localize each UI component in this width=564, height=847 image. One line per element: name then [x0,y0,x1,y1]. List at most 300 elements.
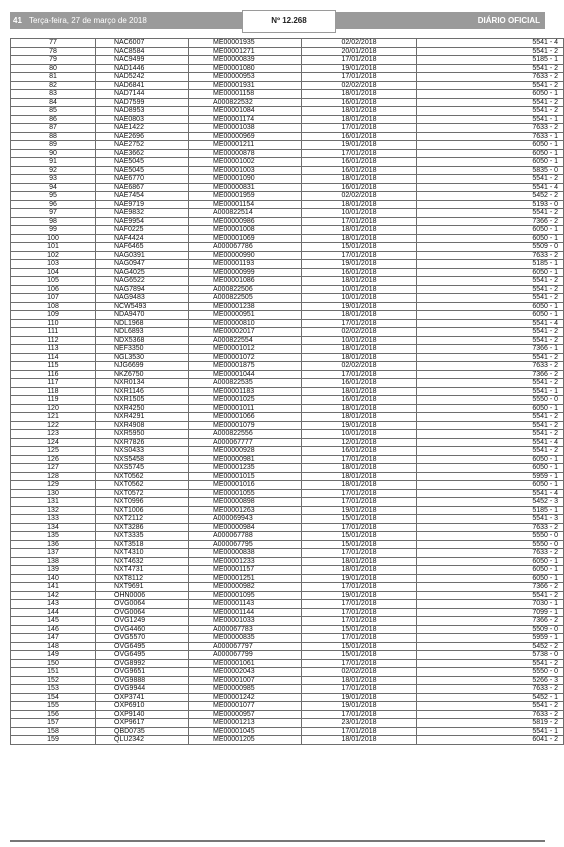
plate-cell: NAE6770 [96,175,189,184]
date-cell: 16/01/2018 [302,379,417,388]
row-number-cell: 105 [11,277,96,286]
table-row [11,124,564,133]
code-cell: 5550 - 0 [417,396,564,405]
row-number-cell: 121 [11,413,96,422]
code-cell: 5541 - 1 [417,387,564,396]
plate-cell: OVG8992 [96,659,189,668]
table-row [11,132,564,141]
table-row [11,64,564,73]
row-number-cell: 118 [11,387,96,396]
record-id-cell: ME00001959 [189,192,302,201]
code-cell: 5452 - 1 [417,693,564,702]
date-cell: 02/02/2018 [302,328,417,337]
plate-cell: NAC9499 [96,56,189,65]
plate-cell: NAD5242 [96,73,189,82]
code-cell: 7633 - 1 [417,132,564,141]
table-row [11,370,564,379]
plate-cell: OVG9651 [96,668,189,677]
row-number-cell: 83 [11,90,96,99]
record-id-cell: ME00000928 [189,447,302,456]
record-id-cell: ME00001012 [189,345,302,354]
code-cell: 5541 - 2 [417,64,564,73]
plate-cell: OVG1249 [96,617,189,626]
record-id-cell: ME00000999 [189,268,302,277]
plate-cell: QLU2342 [96,736,189,745]
row-number-cell: 159 [11,736,96,745]
date-cell: 16/01/2018 [302,268,417,277]
code-cell: 5541 - 2 [417,379,564,388]
date-cell: 17/01/2018 [302,149,417,158]
code-cell: 7633 - 2 [417,251,564,260]
row-number-cell: 158 [11,727,96,736]
table-row [11,107,564,116]
table-row [11,158,564,167]
plate-cell: NAD8953 [96,107,189,116]
table-row [11,506,564,515]
code-cell: 5541 - 2 [417,430,564,439]
record-id-cell: ME00001095 [189,591,302,600]
record-id-cell: ME00001011 [189,404,302,413]
record-id-cell: A000067797 [189,642,302,651]
date-cell: 10/01/2018 [302,209,417,218]
date-cell: 18/01/2018 [302,107,417,116]
record-id-cell: ME00001183 [189,387,302,396]
table-row [11,47,564,56]
record-id-cell: ME00001235 [189,464,302,473]
date-cell: 19/01/2018 [302,141,417,150]
table-row [11,447,564,456]
row-number-cell: 117 [11,379,96,388]
records-table [10,38,564,745]
row-number-cell: 102 [11,251,96,260]
date-cell: 18/01/2018 [302,353,417,362]
issue-tab [242,10,336,33]
table-row [11,311,564,320]
row-number-cell: 116 [11,370,96,379]
row-number-cell: 146 [11,625,96,634]
date-cell: 10/01/2018 [302,430,417,439]
date-cell: 19/01/2018 [302,421,417,430]
date-cell: 16/01/2018 [302,183,417,192]
record-id-cell: ME00001002 [189,158,302,167]
table-row [11,557,564,566]
record-id-cell: ME00001080 [189,64,302,73]
record-id-cell: A000067799 [189,651,302,660]
record-id-cell: A000067786 [189,243,302,252]
date-cell: 17/01/2018 [302,498,417,507]
table-row [11,217,564,226]
record-id-cell: ME00002043 [189,668,302,677]
plate-cell: OVG0064 [96,600,189,609]
code-cell: 5185 - 1 [417,56,564,65]
table-row [11,702,564,711]
plate-cell: OVG6495 [96,651,189,660]
record-id-cell: A000067795 [189,540,302,549]
table-row [11,149,564,158]
row-number-cell: 99 [11,226,96,235]
plate-cell: NXT9691 [96,583,189,592]
code-cell: 5541 - 2 [417,336,564,345]
table-row [11,617,564,626]
code-cell: 7633 - 2 [417,73,564,82]
record-id-cell: ME00001015 [189,472,302,481]
row-number-cell: 127 [11,464,96,473]
record-id-cell: ME00000985 [189,685,302,694]
table-row [11,353,564,362]
row-number-cell: 143 [11,600,96,609]
table-row [11,574,564,583]
row-number-cell: 115 [11,362,96,371]
row-number-cell: 90 [11,149,96,158]
code-cell: 7366 - 2 [417,370,564,379]
plate-cell: NJG6699 [96,362,189,371]
code-cell: 7633 - 2 [417,685,564,694]
plate-cell: NXS0433 [96,447,189,456]
record-id-cell: ME00001251 [189,574,302,583]
record-id-cell: ME00001875 [189,362,302,371]
date-cell: 17/01/2018 [302,217,417,226]
code-cell: 5550 - 0 [417,668,564,677]
date-cell: 18/01/2018 [302,277,417,286]
record-id-cell: ME00001084 [189,107,302,116]
plate-cell: NXR0134 [96,379,189,388]
date-cell: 16/01/2018 [302,166,417,175]
record-id-cell: A000822506 [189,285,302,294]
plate-cell: NXT3286 [96,523,189,532]
code-cell: 6050 - 1 [417,557,564,566]
code-cell: 7366 - 2 [417,583,564,592]
row-number-cell: 85 [11,107,96,116]
code-cell: 6050 - 1 [417,574,564,583]
record-id-cell: ME00001263 [189,506,302,515]
row-number-cell: 129 [11,481,96,490]
row-number-cell: 141 [11,583,96,592]
code-cell: 5452 - 3 [417,498,564,507]
date-cell: 18/01/2018 [302,234,417,243]
date-cell: 02/02/2018 [302,39,417,48]
table-row [11,141,564,150]
code-cell: 5193 - 0 [417,200,564,209]
date-cell: 18/01/2018 [302,676,417,685]
plate-cell: NAC6007 [96,39,189,48]
row-number-cell: 131 [11,498,96,507]
date-cell: 19/01/2018 [302,260,417,269]
record-id-cell: ME00000878 [189,149,302,158]
record-id-cell: ME00001007 [189,676,302,685]
code-cell: 7099 - 1 [417,608,564,617]
row-number-cell: 95 [11,192,96,201]
code-cell: 5541 - 4 [417,39,564,48]
plate-cell: OVG4460 [96,625,189,634]
row-number-cell: 106 [11,285,96,294]
plate-cell: NAE2696 [96,132,189,141]
code-cell: 5550 - 0 [417,540,564,549]
table-row [11,226,564,235]
code-cell: 5541 - 2 [417,421,564,430]
code-cell: 5541 - 3 [417,515,564,524]
record-id-cell: ME00000986 [189,217,302,226]
row-number-cell: 104 [11,268,96,277]
record-id-cell: ME00001154 [189,200,302,209]
table-row [11,523,564,532]
plate-cell: NAE9832 [96,209,189,218]
table-row [11,489,564,498]
row-number-cell: 92 [11,166,96,175]
row-number-cell: 142 [11,591,96,600]
record-id-cell: ME00001086 [189,277,302,286]
plate-cell: NXR5950 [96,430,189,439]
plate-cell: NAE9954 [96,217,189,226]
record-id-cell: A000067777 [189,438,302,447]
table-row [11,430,564,439]
row-number-cell: 124 [11,438,96,447]
record-id-cell: ME00001213 [189,719,302,728]
plate-cell: OVG9888 [96,676,189,685]
table-row [11,532,564,541]
date-cell: 16/01/2018 [302,447,417,456]
date-cell: 19/01/2018 [302,693,417,702]
table-row [11,481,564,490]
plate-cell: OXP9140 [96,710,189,719]
row-number-cell: 151 [11,668,96,677]
code-cell: 5541 - 2 [417,353,564,362]
plate-cell: OHN0006 [96,591,189,600]
plate-cell: NAF0225 [96,226,189,235]
date-cell: 19/01/2018 [302,302,417,311]
date-cell: 19/01/2018 [302,591,417,600]
code-cell: 5819 - 2 [417,719,564,728]
record-id-cell: ME00001144 [189,608,302,617]
table-row [11,81,564,90]
date-cell: 19/01/2018 [302,64,417,73]
table-row [11,515,564,524]
table-row [11,693,564,702]
date-cell: 10/01/2018 [302,336,417,345]
record-id-cell: ME00001003 [189,166,302,175]
row-number-cell: 155 [11,702,96,711]
record-id-cell: ME00001157 [189,566,302,575]
plate-cell: NAE9719 [96,200,189,209]
code-cell: 5959 - 1 [417,472,564,481]
record-id-cell: ME00001158 [189,90,302,99]
table-row [11,294,564,303]
plate-cell: NKZ6750 [96,370,189,379]
date-cell: 18/01/2018 [302,464,417,473]
record-id-cell: ME00001033 [189,617,302,626]
record-id-cell: ME00000984 [189,523,302,532]
plate-cell: NDA9470 [96,311,189,320]
date-cell: 02/02/2018 [302,192,417,201]
table-row [11,175,564,184]
code-cell: 6050 - 1 [417,455,564,464]
table-row [11,319,564,328]
date-cell: 18/01/2018 [302,387,417,396]
date-cell: 15/01/2018 [302,540,417,549]
code-cell: 7366 - 2 [417,617,564,626]
date-cell: 02/02/2018 [302,668,417,677]
row-number-cell: 147 [11,634,96,643]
code-cell: 7366 - 1 [417,345,564,354]
plate-cell: NXT4310 [96,549,189,558]
record-id-cell: A000822535 [189,379,302,388]
code-cell: 5541 - 2 [417,107,564,116]
code-cell: 6050 - 1 [417,268,564,277]
plate-cell: OVG9944 [96,685,189,694]
table-row [11,472,564,481]
plate-cell: NAE5045 [96,166,189,175]
page-number: 41 [13,16,22,25]
date-cell: 19/01/2018 [302,574,417,583]
record-id-cell: A000067783 [189,625,302,634]
table-row [11,625,564,634]
plate-cell: NAE1422 [96,124,189,133]
date-cell: 18/01/2018 [302,311,417,320]
date-cell: 17/01/2018 [302,659,417,668]
row-number-cell: 82 [11,81,96,90]
code-cell: 5185 - 1 [417,506,564,515]
date-cell: 18/01/2018 [302,90,417,99]
row-number-cell: 132 [11,506,96,515]
date-cell: 02/02/2018 [302,362,417,371]
row-number-cell: 112 [11,336,96,345]
row-number-cell: 113 [11,345,96,354]
row-number-cell: 126 [11,455,96,464]
row-number-cell: 101 [11,243,96,252]
table-row [11,591,564,600]
table-row [11,583,564,592]
row-number-cell: 137 [11,549,96,558]
table-row [11,243,564,252]
code-cell: 7633 - 2 [417,710,564,719]
record-id-cell: ME00002017 [189,328,302,337]
code-cell: 6050 - 1 [417,464,564,473]
code-cell: 6050 - 1 [417,90,564,99]
record-id-cell: ME00001016 [189,481,302,490]
plate-cell: NAE6867 [96,183,189,192]
plate-cell: NAG4025 [96,268,189,277]
table-row [11,73,564,82]
record-id-cell: ME00001055 [189,489,302,498]
record-id-cell: ME00000838 [189,549,302,558]
plate-cell: NXR4250 [96,404,189,413]
date-cell: 17/01/2018 [302,634,417,643]
row-number-cell: 139 [11,566,96,575]
records-table-body [11,39,564,745]
code-cell: 5541 - 2 [417,447,564,456]
table-row [11,413,564,422]
date-cell: 17/01/2018 [302,56,417,65]
plate-cell: NXT2112 [96,515,189,524]
record-id-cell: ME00000898 [189,498,302,507]
record-id-cell: A000069943 [189,515,302,524]
table-row [11,328,564,337]
table-row [11,727,564,736]
record-id-cell: ME00001238 [189,302,302,311]
code-cell: 5541 - 2 [417,328,564,337]
date-cell: 15/01/2018 [302,625,417,634]
table-row [11,600,564,609]
code-cell: 5509 - 0 [417,243,564,252]
code-cell: 5185 - 1 [417,260,564,269]
record-id-cell: ME00000839 [189,56,302,65]
table-row [11,668,564,677]
table-row [11,260,564,269]
plate-cell: NAF6465 [96,243,189,252]
code-cell: 6050 - 1 [417,141,564,150]
date-cell: 10/01/2018 [302,294,417,303]
table-row [11,438,564,447]
table-row [11,90,564,99]
plate-cell: NXT1006 [96,506,189,515]
date-cell: 17/01/2018 [302,370,417,379]
plate-cell: NCW5493 [96,302,189,311]
row-number-cell: 148 [11,642,96,651]
row-number-cell: 153 [11,685,96,694]
code-cell: 5541 - 2 [417,81,564,90]
plate-cell: NXR4908 [96,421,189,430]
row-number-cell: 152 [11,676,96,685]
row-number-cell: 91 [11,158,96,167]
plate-cell: OXP3741 [96,693,189,702]
plate-cell: NAG0391 [96,251,189,260]
date-cell: 18/01/2018 [302,481,417,490]
row-number-cell: 140 [11,574,96,583]
plate-cell: NAE0803 [96,115,189,124]
code-cell: 5541 - 2 [417,47,564,56]
record-id-cell: ME00000969 [189,132,302,141]
record-id-cell: ME00001174 [189,115,302,124]
row-number-cell: 150 [11,659,96,668]
table-row [11,659,564,668]
code-cell: 5541 - 2 [417,702,564,711]
code-cell: 6050 - 1 [417,158,564,167]
row-number-cell: 120 [11,404,96,413]
date-cell: 16/01/2018 [302,158,417,167]
date-cell: 18/01/2018 [302,226,417,235]
date-cell: 17/01/2018 [302,124,417,133]
table-row [11,39,564,48]
code-cell: 5541 - 4 [417,438,564,447]
date-cell: 17/01/2018 [302,727,417,736]
code-cell: 5452 - 2 [417,192,564,201]
date-cell: 15/01/2018 [302,243,417,252]
date-cell: 18/01/2018 [302,200,417,209]
code-cell: 7633 - 2 [417,124,564,133]
code-cell: 6050 - 1 [417,404,564,413]
table-row [11,498,564,507]
row-number-cell: 89 [11,141,96,150]
row-number-cell: 145 [11,617,96,626]
plate-cell: NXT4731 [96,566,189,575]
record-id-cell: ME00001233 [189,557,302,566]
code-cell: 5509 - 0 [417,625,564,634]
code-cell: 6050 - 1 [417,234,564,243]
row-number-cell: 93 [11,175,96,184]
date-cell: 17/01/2018 [302,549,417,558]
row-number-cell: 134 [11,523,96,532]
row-number-cell: 98 [11,217,96,226]
record-id-cell: ME00000810 [189,319,302,328]
code-cell: 5541 - 2 [417,285,564,294]
date-cell: 17/01/2018 [302,523,417,532]
plate-cell: NAC8584 [96,47,189,56]
code-cell: 7633 - 2 [417,523,564,532]
record-id-cell: ME00001072 [189,353,302,362]
record-id-cell: ME00001205 [189,736,302,745]
record-id-cell: ME00000981 [189,455,302,464]
row-number-cell: 133 [11,515,96,524]
row-number-cell: 80 [11,64,96,73]
